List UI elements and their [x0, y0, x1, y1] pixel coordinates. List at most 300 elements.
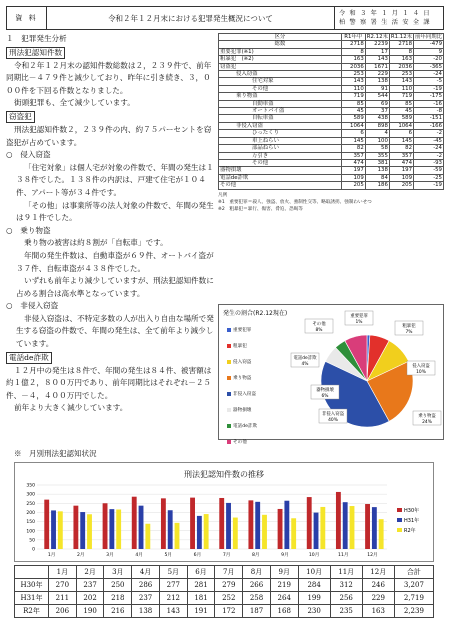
row-label: ひったくり: [219, 130, 342, 137]
month-value: 206: [49, 605, 77, 618]
bar: [145, 524, 150, 549]
row-label: その他: [219, 85, 342, 92]
issuer-dept: 柏 警 察 署 生 活 安 全 課: [339, 19, 431, 26]
row-value: 186: [365, 182, 389, 189]
month-value: 187: [243, 605, 271, 618]
row-value: -93: [414, 159, 444, 166]
month-value: 191: [187, 605, 215, 618]
bar: [336, 492, 341, 549]
pie-callout-name: 侵入窃盗: [412, 364, 430, 369]
row-value: -19: [414, 182, 444, 189]
row-value: 85: [389, 100, 413, 107]
row-value: 163: [389, 56, 413, 63]
month-value: 281: [187, 579, 215, 592]
legend-label: 乗り物盗: [233, 376, 252, 381]
row-value: 2239: [365, 41, 389, 48]
bar: [51, 510, 56, 549]
row-value: 197: [341, 167, 365, 174]
table-header-row: [15, 566, 434, 579]
year-label: H31年: [15, 592, 49, 605]
row-value: 82: [341, 145, 365, 152]
month-value: 286: [132, 579, 160, 592]
pie-callout-pct: 7%: [405, 330, 413, 335]
bar-chart: [15, 463, 435, 563]
row-value: 589: [341, 115, 365, 122]
paragraph-phone-fraud: １２月中の発生は８件で、年間の発生は８４件、被害額は約１億２，８００万円であり、前年同期比はそれぞれ－２５件、－４，４００万円でした。: [6, 365, 212, 400]
legend-label: 重要犯罪: [233, 328, 252, 333]
month-value: 138: [132, 605, 160, 618]
row-value: 381: [365, 159, 389, 166]
row-label: 侵入窃盗: [219, 71, 342, 78]
row-value: -24: [414, 71, 444, 78]
month-value: 216: [104, 605, 132, 618]
month-header: 11月: [330, 566, 362, 579]
row-value: 109: [341, 174, 365, 181]
month-value: 252: [215, 592, 243, 605]
row-value: 474: [341, 159, 365, 166]
x-tick-label: 10月: [308, 553, 320, 558]
month-value: 218: [104, 592, 132, 605]
pie-chart-panel: [218, 304, 444, 445]
row-value: -151: [414, 115, 444, 122]
month-header: 9月: [270, 566, 298, 579]
pie-callout-pct: 10%: [416, 370, 426, 375]
month-value: 235: [330, 605, 362, 618]
table-row: [219, 152, 444, 159]
table-row: [219, 78, 444, 85]
bar: [284, 501, 289, 549]
row-value: 58: [365, 145, 389, 152]
legend-label: R2年: [404, 528, 416, 534]
row-label: その他: [219, 182, 342, 189]
row-value: 69: [365, 100, 389, 107]
paragraph-street-crime: 街頭犯罪も、全て減少しています。: [14, 98, 135, 108]
legend-label: 器物損壊: [233, 408, 252, 413]
bar: [379, 519, 384, 549]
crime-stats-table: [218, 33, 444, 190]
month-header: 2月: [76, 566, 104, 579]
row-value: -19: [414, 85, 444, 92]
row-value: -59: [414, 167, 444, 174]
paragraph-non-burglary: 非侵入窃盗は、不特定多数の人が出入り自由な場所で発生する窃盗の件数で、年間の発生は、全て前年より減少しています。: [16, 313, 214, 349]
row-label: 万引き: [219, 152, 342, 159]
month-header: 7月: [215, 566, 243, 579]
row-value: -175: [414, 93, 444, 100]
row-label: オートバイ盗: [219, 108, 342, 115]
heading-non-burglary: ○ 非侵入窃盗: [6, 301, 59, 311]
row-value: 544: [365, 93, 389, 100]
bar: [103, 503, 108, 549]
row-label: 粗暴犯 (※2): [219, 56, 342, 63]
pie-callout-pct: 8%: [315, 328, 323, 333]
table-row: [219, 159, 444, 166]
row-label: 電話de詐欺: [219, 174, 342, 181]
table-row: [219, 115, 444, 122]
month-value: 168: [270, 605, 298, 618]
bar: [219, 498, 224, 549]
row-value: 253: [389, 71, 413, 78]
pie-callout-pct: 6%: [321, 394, 329, 399]
row-value: 355: [365, 152, 389, 159]
month-value: 264: [270, 592, 298, 605]
row-value: -24: [414, 145, 444, 152]
x-tick-label: 5月: [164, 553, 173, 558]
bar-chart-title: 刑法犯認知件数の推移: [184, 470, 264, 479]
pie-callout-pct: 24%: [422, 420, 432, 425]
row-value: 143: [341, 78, 365, 85]
row-value: 143: [365, 56, 389, 63]
legend-swatch: [397, 508, 402, 512]
y-tick-label: 0: [32, 547, 35, 553]
row-value: 719: [341, 93, 365, 100]
col-header: 前年同期比: [415, 34, 442, 40]
table-row: [219, 63, 444, 70]
y-tick-label: 350: [26, 483, 35, 489]
bar: [314, 513, 319, 549]
x-tick-label: 7月: [222, 553, 231, 558]
month-header: 5月: [159, 566, 187, 579]
row-value: 438: [365, 115, 389, 122]
month-header: 1月: [49, 566, 77, 579]
paragraph-vehicle-1: 乗り物の被害は約８割が「自転車」です。: [24, 238, 168, 248]
pie-callout: [305, 319, 333, 333]
row-value: 138: [365, 78, 389, 85]
monthly-section-title: ※ 月別刑法犯認知状況: [14, 449, 97, 458]
table-row: [219, 41, 444, 48]
table-row: [219, 130, 444, 137]
corner-cell: [15, 566, 49, 579]
crime-stats-table-wrap: [218, 33, 444, 213]
y-tick-label: 300: [26, 492, 35, 498]
row-label: その他: [219, 159, 342, 166]
pie-callout-name: 乗り物盗: [418, 414, 436, 419]
section-heading: １ 犯罪発生分析: [6, 34, 67, 43]
row-value: -2: [414, 130, 444, 137]
bar: [139, 506, 144, 549]
month-header: 4月: [132, 566, 160, 579]
row-value: 145: [341, 137, 365, 144]
x-tick-label: 11月: [338, 553, 349, 558]
row-value: -16: [414, 100, 444, 107]
row-value: 145: [389, 137, 413, 144]
pie-callout: [413, 411, 441, 425]
bar: [255, 502, 260, 549]
row-value: -20: [414, 56, 444, 63]
year-label: R2年: [15, 605, 49, 618]
bar: [372, 507, 377, 549]
x-tick-label: 3月: [106, 553, 114, 558]
row-value: 229: [365, 71, 389, 78]
bar: [204, 514, 209, 549]
table-row: [219, 85, 444, 92]
row-value: 2036: [341, 63, 365, 70]
month-value: 212: [159, 592, 187, 605]
month-header: 6月: [187, 566, 215, 579]
bar: [190, 498, 195, 549]
paragraph-phone-fraud-2: 前年より大きく減少しています。: [14, 403, 128, 413]
table-row: [15, 579, 434, 592]
y-tick-label: 50: [29, 538, 35, 544]
row-label: 器物損壊: [219, 167, 342, 174]
pie-callout: [311, 385, 339, 399]
row-value: 357: [389, 152, 413, 159]
month-value: 172: [215, 605, 243, 618]
month-value: 237: [132, 592, 160, 605]
row-value: 143: [389, 78, 413, 85]
month-value: 219: [270, 579, 298, 592]
row-value: 2036: [389, 63, 413, 70]
row-value: 37: [365, 108, 389, 115]
row-label: 自転車盗: [219, 115, 342, 122]
legend-swatch: [397, 528, 402, 532]
bar: [248, 500, 253, 549]
issuer-block: [335, 7, 443, 29]
x-tick-label: 9月: [281, 553, 289, 558]
row-label: 車上ねらい: [219, 137, 342, 144]
month-value: 284: [298, 579, 330, 592]
bar: [226, 503, 231, 549]
month-value: 266: [243, 579, 271, 592]
table-row: [219, 167, 444, 174]
bar: [197, 516, 202, 549]
row-value: -25: [414, 174, 444, 181]
col-header: R1.12末: [390, 34, 413, 40]
note-2: ※2 粗暴犯＝暴行、傷害、脅迫、恐喝等: [218, 206, 303, 212]
pie-chart: [219, 305, 445, 441]
document-header: [6, 6, 444, 30]
table-row: [219, 56, 444, 63]
x-tick-label: 2月: [76, 553, 85, 558]
month-value: 211: [49, 592, 77, 605]
row-value: -45: [414, 137, 444, 144]
pie-callout: [319, 409, 347, 423]
row-label: 部品ねらい: [219, 145, 342, 152]
pie-callout-pct: 40%: [328, 418, 338, 423]
row-value: 6: [389, 130, 413, 137]
y-tick-label: 200: [26, 511, 35, 517]
month-value: 258: [243, 592, 271, 605]
paragraph-total: 令和２年１２月末の認知件数総数は２，２３９件で、前年同期比－４７９件と減少しており、昨年に引き続き、３，０００件を下回る件数となりました。: [6, 60, 212, 95]
pie-callout: [291, 353, 319, 367]
row-value: -365: [414, 63, 444, 70]
row-value: 2718: [341, 41, 365, 48]
heading-phone-fraud: 電話de詐欺: [6, 352, 52, 364]
paragraph-burglary-home: 「住宅対象」は個人宅が対象の件数で、年間の発生は１３８件でした。１３８件の内訳は、戸建て住宅が１０４件、アパート等が３４件です。: [16, 162, 214, 197]
bar: [116, 510, 121, 549]
bar: [87, 514, 92, 549]
col-header: R2.12末: [366, 34, 388, 40]
legend-label: 侵入窃盗: [233, 360, 252, 365]
row-value: -479: [414, 41, 444, 48]
month-value: 237: [76, 579, 104, 592]
bar: [73, 506, 78, 549]
row-value: 8: [389, 48, 413, 55]
legend-label: 電話de詐欺: [233, 424, 258, 429]
pie-callout-pct: 4%: [301, 362, 309, 367]
pie-callout-name: 器物損壊: [316, 388, 334, 393]
table-row: [219, 108, 444, 115]
year-total: 3,207: [394, 579, 433, 592]
month-header: 10月: [298, 566, 330, 579]
row-label: 重要犯罪(※1): [219, 48, 342, 55]
note-1: ※1 重要犯罪＝殺人、強盗、放火、強制性交等、略取誘拐、強制わいせつ: [218, 199, 372, 205]
table-header-row: [219, 34, 444, 41]
legend-label: 非侵入窃盗: [233, 392, 256, 397]
paragraph-vehicle-3: いずれも前年より減少していますが、刑法犯認知件数に占める割合は高水準となっています。: [16, 276, 214, 298]
table-row: [219, 137, 444, 144]
year-total: 2,239: [394, 605, 433, 618]
pie-callout-name: 重要犯罪: [350, 314, 368, 319]
row-value: 205: [341, 182, 365, 189]
y-tick-label: 150: [26, 520, 35, 526]
row-value: -5: [414, 78, 444, 85]
table-row: [219, 182, 444, 189]
paragraph-burglary-other: 「その他」は事業所等の法人対象の件数で、年間の発生は９１件でした。: [16, 200, 214, 223]
pie-callout-name: その他: [312, 322, 326, 327]
row-value: 110: [341, 85, 365, 92]
row-value: 45: [389, 108, 413, 115]
pie-callout-pct: 1%: [355, 320, 363, 325]
y-tick-label: 100: [26, 529, 35, 535]
row-label: 窃盗犯: [219, 63, 342, 70]
row-value: 197: [389, 167, 413, 174]
heading-theft: 窃盗犯: [6, 111, 35, 123]
row-value: 719: [389, 93, 413, 100]
month-value: 246: [362, 579, 394, 592]
row-value: 84: [365, 174, 389, 181]
pie-callout-name: 非侵入窃盗: [322, 412, 344, 417]
row-value: 163: [341, 56, 365, 63]
pie-callout-name: 粗暴犯: [402, 324, 416, 329]
col-header: R1年中: [341, 34, 365, 41]
pie-callout-name: 電話de詐欺: [293, 356, 317, 361]
month-header: 3月: [104, 566, 132, 579]
heading-burglary: ○ 侵入窃盗: [6, 150, 51, 160]
row-value: 6: [341, 130, 365, 137]
month-value: 181: [187, 592, 215, 605]
row-value: 2718: [389, 41, 413, 48]
pie-callout: [407, 361, 435, 375]
bar: [262, 515, 267, 549]
month-header: 8月: [243, 566, 271, 579]
month-value: 256: [330, 592, 362, 605]
month-value: 143: [159, 605, 187, 618]
row-value: -2: [414, 152, 444, 159]
paragraph-theft: 刑法犯認知件数２，２３９件の内、約７５パーセントを窃盗犯が占めています。: [6, 124, 212, 147]
document-title: 令和２年１２月末における犯罪発生概況について: [47, 7, 335, 29]
bar: [175, 523, 180, 549]
bar: [132, 497, 137, 549]
pie-callout: [395, 321, 423, 335]
row-label: 自動車盗: [219, 100, 342, 107]
x-tick-label: 6月: [193, 553, 202, 558]
row-value: 1064: [389, 122, 413, 129]
year-total: 2,719: [394, 592, 433, 605]
y-tick-label: 250: [26, 501, 35, 507]
row-value: 82: [389, 145, 413, 152]
bar: [168, 510, 173, 549]
month-value: 270: [49, 579, 77, 592]
row-value: 8: [341, 48, 365, 55]
legend-label: H31年: [404, 518, 420, 524]
row-label: 住宅対象: [219, 78, 342, 85]
bar-chart-panel: [14, 462, 434, 562]
x-tick-label: 12月: [367, 553, 378, 558]
table-row: [219, 93, 444, 100]
heading-vehicle-theft: ○ 乗り物盗: [6, 225, 51, 235]
bar: [350, 506, 355, 549]
bar: [233, 518, 238, 549]
month-value: 229: [362, 592, 394, 605]
row-value: 91: [365, 85, 389, 92]
row-value: 253: [341, 71, 365, 78]
month-value: 230: [298, 605, 330, 618]
bar: [58, 511, 63, 549]
legend-label: H30年: [404, 508, 420, 514]
doc-label: 資 料: [7, 7, 47, 29]
row-value: -166: [414, 122, 444, 129]
table-notes: [218, 192, 444, 213]
month-value: 312: [330, 579, 362, 592]
row-value: 4: [365, 130, 389, 137]
month-value: 199: [298, 592, 330, 605]
row-value: 17: [365, 48, 389, 55]
year-label: H30年: [15, 579, 49, 592]
row-value: 45: [341, 108, 365, 115]
table-row: [15, 592, 434, 605]
pie-callout: [345, 311, 373, 325]
bar: [320, 507, 325, 549]
table-row: [15, 605, 434, 618]
x-tick-label: 8月: [251, 553, 260, 558]
total-header: 合計: [394, 566, 433, 579]
bar: [80, 512, 85, 549]
month-value: 279: [215, 579, 243, 592]
table-row: [219, 174, 444, 181]
month-value: 163: [362, 605, 394, 618]
row-value: 205: [389, 182, 413, 189]
month-header: 12月: [362, 566, 394, 579]
month-value: 190: [76, 605, 104, 618]
bar: [109, 509, 114, 549]
legend-label: その他: [233, 440, 247, 445]
analysis-text: [6, 33, 214, 415]
bar: [291, 518, 296, 549]
month-value: 202: [76, 592, 104, 605]
row-value: 1064: [341, 122, 365, 129]
table-row: [219, 48, 444, 55]
issue-date: 令 和 ３ 年 １ 月 １ ４ 日: [339, 10, 431, 17]
row-value: 138: [365, 167, 389, 174]
row-value: 589: [389, 115, 413, 122]
note-legend: 凡例: [218, 192, 228, 198]
row-value: 357: [341, 152, 365, 159]
row-label: 乗り物盗: [219, 93, 342, 100]
row-value: 474: [389, 159, 413, 166]
month-value: 277: [159, 579, 187, 592]
table-row: [219, 145, 444, 152]
table-row: [219, 122, 444, 129]
row-value: 9: [414, 48, 444, 55]
bar: [365, 504, 370, 549]
heading-total-crime: 刑法犯認知件数: [6, 47, 65, 59]
bar: [44, 500, 49, 549]
bar: [161, 498, 166, 549]
x-tick-label: 4月: [135, 553, 143, 558]
bar: [278, 509, 283, 549]
row-label: 非侵入窃盗: [219, 122, 342, 129]
bar: [307, 497, 312, 549]
